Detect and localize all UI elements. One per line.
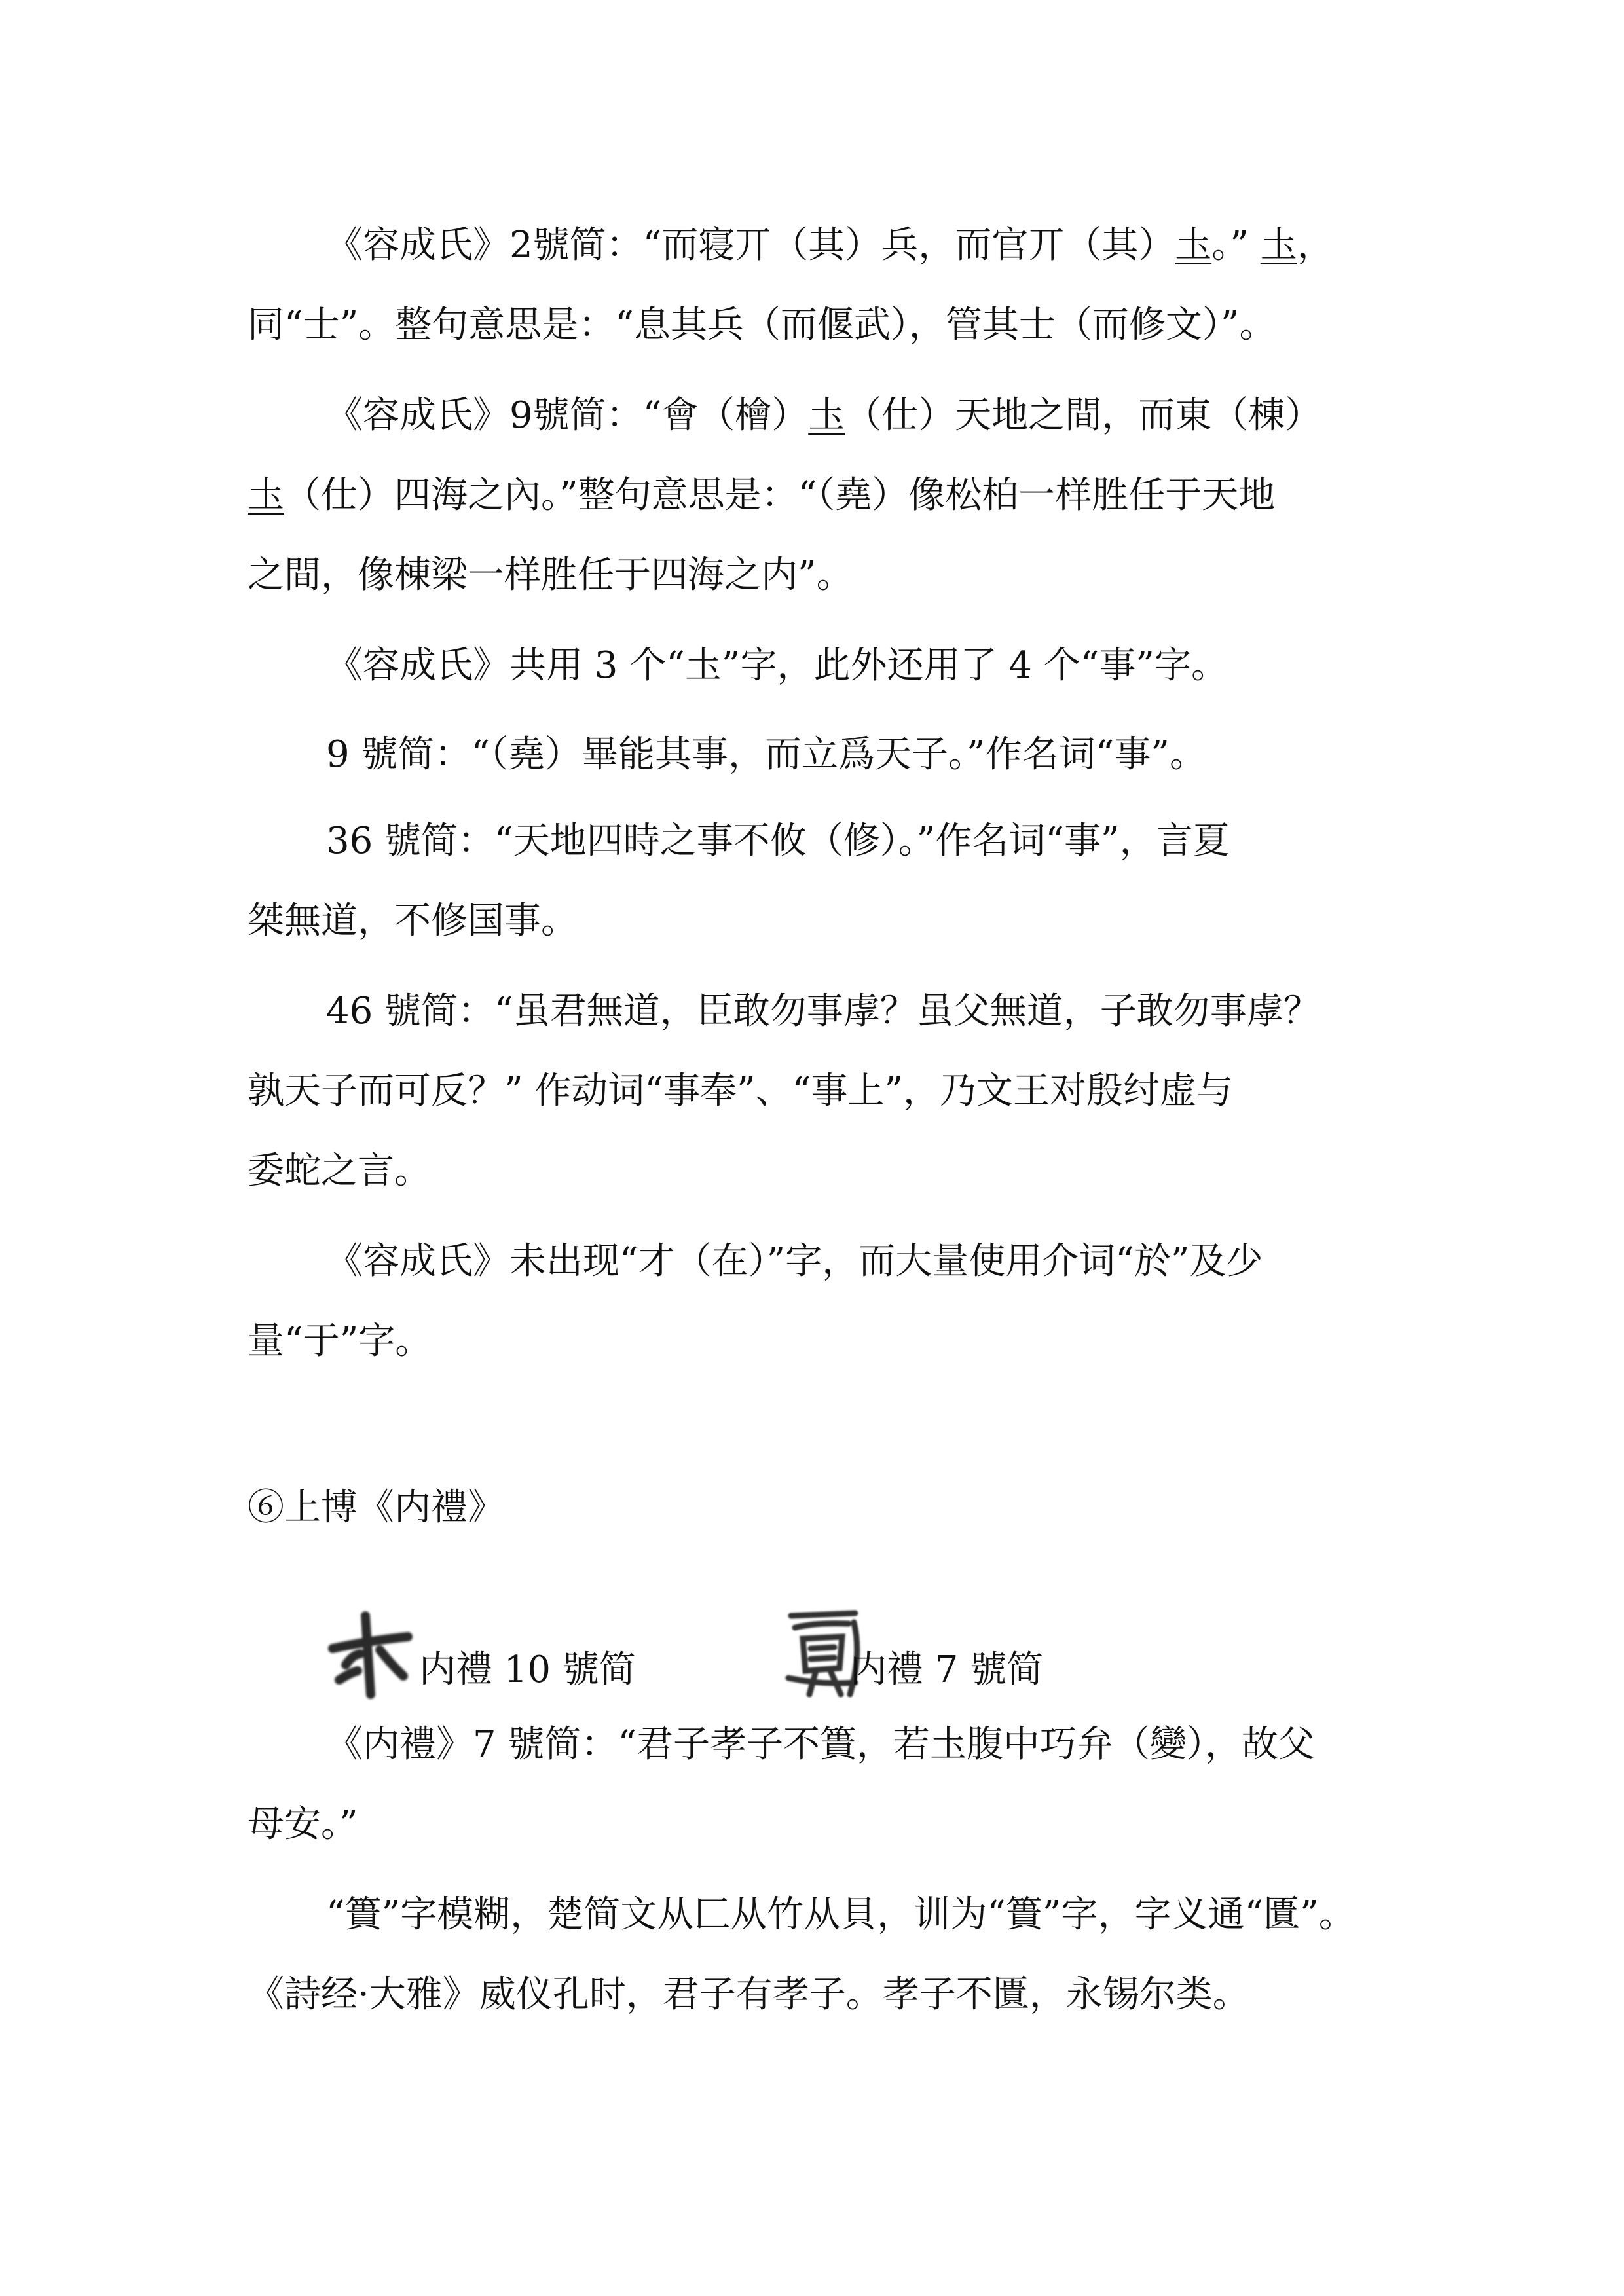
- text-run: 同“士”。整句意思是：“息其兵（而偃武），管其士（而修文）”。: [248, 304, 1276, 346]
- text-run: 36 號简：“天地四時之事不攸（修）。”作名词“事”，言夏: [326, 820, 1230, 862]
- text-run: （仕）四海之內。”整句意思是：“（堯）像松柏一样胜任于天地: [284, 474, 1276, 517]
- paragraph-p3-line-1: [326, 643, 1624, 689]
- text-run: 。”: [1211, 224, 1261, 266]
- paragraph-p2-line-1: [326, 393, 1624, 439]
- text-run: “簣”字模糊，楚简文从匚从竹从貝，训为“簣”字，字义通“匱”。: [326, 1893, 1356, 1936]
- glyph-figure-row: [0, 1603, 1624, 1701]
- text-run: 《容成氏》未出现“才（在）”字，而大量使用介词“於”及少: [326, 1240, 1263, 1283]
- text-run: 《内禮》7 號简：“君子孝子不簣，若圡腹中巧弁（變），故父: [326, 1723, 1316, 1766]
- text-run: 9 號简：“（堯）畢能其事，而立爲天子。”作名词“事”。: [326, 733, 1206, 776]
- paragraph-p9-line-1: [326, 1892, 1624, 1938]
- paragraph-p9-line-2: [248, 1972, 1624, 2018]
- paragraph-p6-line-2: [248, 1068, 1624, 1114]
- text-run: 《容成氏》2號简：“而寝丌（其）兵，而官丌（其）: [326, 224, 1175, 266]
- paragraph-p6-line-3: [248, 1148, 1624, 1194]
- text-run: 孰天子而可反？” 作动词“事奉”、“事上”，乃文王对殷纣虚与: [248, 1070, 1233, 1112]
- paragraph-p5-line-1: [326, 818, 1624, 864]
- paragraph-p8-line-2: [248, 1802, 1624, 1848]
- text-run: 《容成氏》9號简：“會（檜）: [326, 394, 809, 437]
- text-run: （仕）天地之間，而東（棟）: [845, 394, 1322, 437]
- paragraph-p2-line-3: [248, 553, 1624, 598]
- paragraph-p5-line-2: [248, 898, 1624, 944]
- paragraph-p2-line-2: [248, 473, 1624, 519]
- paragraph-p7-line-2: [248, 1319, 1624, 1364]
- underlined-character: 圡: [1260, 224, 1297, 266]
- paragraph-p7-line-1: [326, 1239, 1624, 1285]
- text-run: 《容成氏》共用 3 个“圡”字，此外还用了 4 个“事”字。: [326, 644, 1228, 687]
- underlined-character: 圡: [1175, 224, 1212, 266]
- bamboo-slip-glyph-shi-icon: [320, 1603, 418, 1701]
- text-run: 46 號简：“虽君無道，臣敢勿事虖？虽父無道，子敢勿事虖？: [326, 990, 1320, 1032]
- underlined-character: 圡: [248, 474, 284, 517]
- underlined-character: 圡: [808, 394, 845, 437]
- glyph-caption-1: 内禮 10 號简: [419, 1649, 636, 1691]
- paragraph-p1-line-1: [326, 223, 1624, 268]
- text-run: ，: [1297, 224, 1334, 266]
- text-run: 之間，像棟梁一样胜任于四海之内”。: [248, 554, 853, 596]
- paragraph-p1-line-2: [248, 302, 1624, 348]
- glyph-caption-2: 内禮 7 號简: [850, 1649, 1044, 1691]
- text-run: 委蛇之言。: [248, 1150, 431, 1192]
- text-run: 母安。”: [248, 1803, 358, 1846]
- text-run: 桀無道，不修国事。: [248, 900, 578, 942]
- section-heading: ⑥上博《内禮》: [248, 1486, 504, 1529]
- text-run: 量“于”字。: [248, 1320, 432, 1362]
- paragraph-p6-line-1: [326, 989, 1624, 1034]
- paragraph-p8-line-1: [326, 1722, 1624, 1768]
- text-run: 《詩经·大雅》威仪孔时，君子有孝子。孝子不匱，永锡尔类。: [248, 1973, 1249, 2016]
- paragraph-p4-line-1: [326, 732, 1624, 778]
